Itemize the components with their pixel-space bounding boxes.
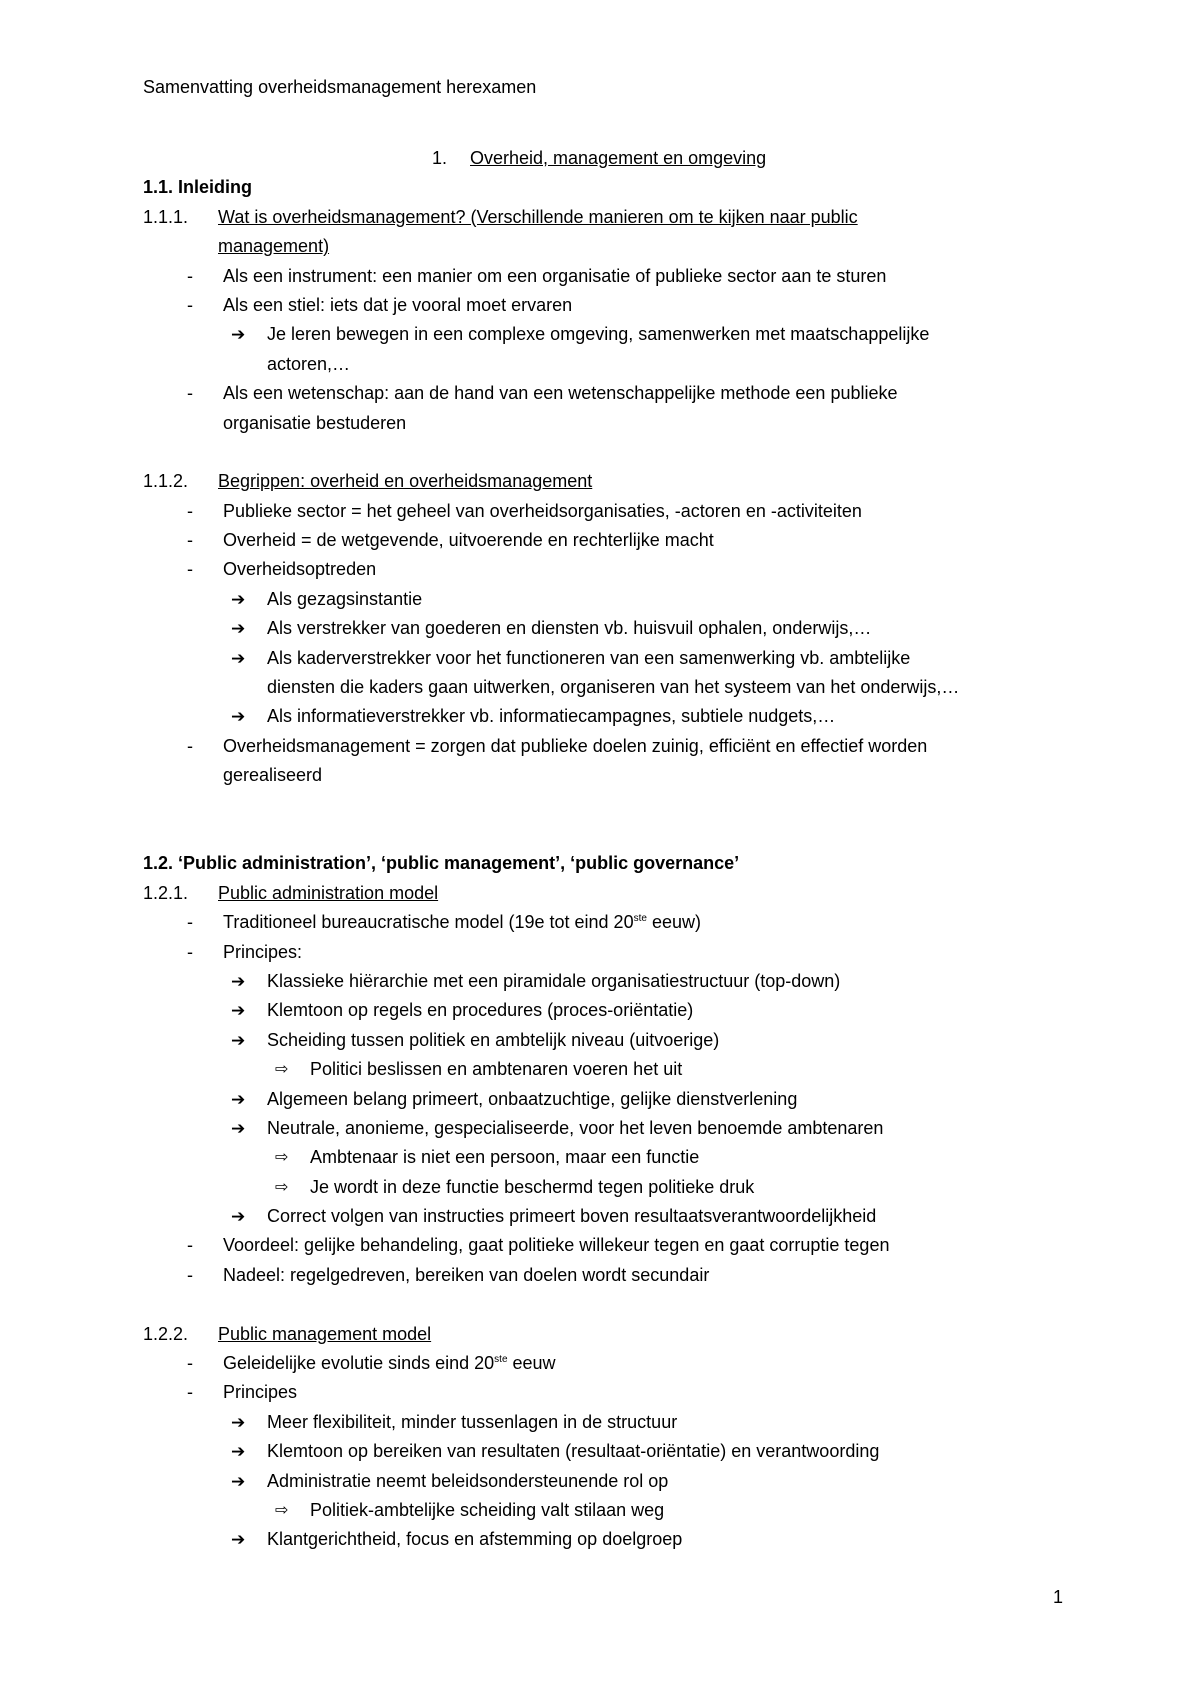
section-heading-1-1: 1.1. Inleiding [143, 177, 253, 198]
chapter-title: Overheid, management en omgeving [470, 148, 767, 168]
hollow-arrow-icon: ⇨ [275, 1061, 289, 1079]
sub-list-item: ➔ Klassieke hiërarchie met een piramidale organisatiestructuur (top-down) [143, 967, 1073, 996]
dash-bullet: - [187, 530, 193, 551]
sub-list-item-continued: actoren,… [267, 353, 351, 374]
dash-bullet: - [187, 559, 193, 580]
list-item: - Publieke sector = het geheel van overheidsorganisaties, -actoren en -activiteiten [143, 497, 1073, 526]
subsection-number: 1.2.2. [143, 1323, 189, 1344]
hollow-arrow-icon: ⇨ [275, 1178, 289, 1196]
subsection-number: 1.1.2. [143, 471, 189, 492]
list-item: - Principes [143, 1378, 1073, 1407]
dash-bullet: - [187, 1382, 193, 1403]
hollow-arrow-icon: ⇨ [275, 1149, 289, 1167]
arrow-icon: ➔ [231, 1207, 246, 1227]
dash-bullet: - [187, 912, 193, 933]
dash-bullet: - [187, 735, 193, 756]
list-item: - Nadeel: regelgedreven, bereiken van doelen wordt secundair [143, 1261, 1073, 1290]
sub-list-item: ➔ Scheiding tussen politiek en ambtelijk niveau (uitvoerige) [143, 1026, 1073, 1055]
subsection-heading-1-1-2 [143, 467, 1073, 496]
dash-bullet: - [187, 941, 193, 962]
hollow-arrow-icon: ⇨ [275, 1501, 289, 1519]
list-item: - Geleidelijke evolutie sinds eind 20ste eeuw [143, 1349, 1073, 1378]
list-item-continued: gerealiseerd [223, 765, 323, 786]
arrow-icon: ➔ [231, 1412, 246, 1432]
dash-bullet: - [187, 265, 193, 286]
sub-sub-list-item: ⇨ Ambtenaar is niet een persoon, maar een functie [143, 1143, 1073, 1172]
list-item: - Als een instrument: een manier om een organisatie of publieke sector aan te sturen [143, 262, 1073, 291]
subsection-number: 1.1.1. [143, 206, 189, 227]
sub-list-item: ➔ Algemeen belang primeert, onbaatzuchtige, gelijke dienstverlening [143, 1085, 1073, 1114]
sub-list-item: ➔ Als verstrekker van goederen en diensten vb. huisvuil ophalen, onderwijs,… [143, 614, 1073, 643]
sub-list-item: ➔ Administratie neemt beleidsondersteunende rol op [143, 1467, 1073, 1496]
subsection-heading-1-2-2 [143, 1320, 1073, 1349]
arrow-icon: ➔ [231, 1530, 246, 1550]
dash-bullet: - [187, 1264, 193, 1285]
sub-sub-list-item: ⇨ Je wordt in deze functie beschermd tegen politieke druk [143, 1173, 1073, 1202]
subsection-heading-1-2-1 [143, 879, 1073, 908]
page-header: Samenvatting overheidsmanagement herexamen [143, 77, 537, 97]
sub-list-item: ➔ Als informatieverstrekker vb. informatiecampagnes, subtiele nudgets,… [143, 702, 1073, 731]
list-item: - Overheidsoptreden [143, 555, 1073, 584]
sub-list-item: ➔ Klemtoon op regels en procedures (proces-oriëntatie) [143, 996, 1073, 1025]
sub-list-item: ➔ Je leren bewegen in een complexe omgeving, samenwerken met maatschappelijke [143, 320, 1073, 349]
sub-list-item: ➔ Als kaderverstrekker voor het functioneren van een samenwerking vb. ambtelijke [143, 644, 1073, 673]
subsection-title: Wat is overheidsmanagement? (Verschillende manieren om te kijken naar public [218, 206, 858, 227]
list-item: - Overheid = de wetgevende, uitvoerende en rechterlijke macht [143, 526, 1073, 555]
dash-bullet: - [187, 383, 193, 404]
sub-list-item: ➔ Als gezagsinstantie [143, 585, 1073, 614]
subsection-title-continued: management) [218, 236, 330, 257]
section-heading-1-2: 1.2. ‘Public administration’, ‘public management’, ‘public governance’ [143, 853, 740, 874]
arrow-icon: ➔ [231, 707, 246, 727]
list-item: - Traditioneel bureaucratische model (19e tot eind 20ste eeuw) [143, 908, 1073, 937]
sub-list-item: ➔ Klantgerichtheid, focus en afstemming op doelgroep [143, 1525, 1073, 1554]
arrow-icon: ➔ [231, 971, 246, 991]
subsection-number: 1.2.1. [143, 882, 189, 903]
arrow-icon: ➔ [231, 648, 246, 668]
list-item-continued: organisatie bestuderen [223, 412, 407, 433]
arrow-icon: ➔ [231, 1118, 246, 1138]
arrow-icon: ➔ [231, 1471, 246, 1491]
dash-bullet: - [187, 294, 193, 315]
subsection-title: Begrippen: overheid en overheidsmanagement [218, 471, 593, 492]
arrow-icon: ➔ [231, 619, 246, 639]
arrow-icon: ➔ [231, 1001, 246, 1021]
dash-bullet: - [187, 1353, 193, 1374]
document-body [143, 144, 1073, 1555]
list-item: - Voordeel: gelijke behandeling, gaat politieke willekeur tegen en gaat corruptie tegen [143, 1231, 1073, 1260]
subsection-title: Public administration model [218, 882, 439, 903]
sub-list-item: ➔ Klemtoon op bereiken van resultaten (resultaat-oriëntatie) en verantwoording [143, 1437, 1073, 1466]
sub-list-item: ➔ Correct volgen van instructies primeert boven resultaatsverantwoordelijkheid [143, 1202, 1073, 1231]
sub-sub-list-item: ⇨ Politici beslissen en ambtenaren voeren het uit [143, 1055, 1073, 1084]
dash-bullet: - [187, 500, 193, 521]
sub-list-item-continued: diensten die kaders gaan uitwerken, organiseren van het systeem van het onderwijs,… [267, 677, 960, 698]
sub-list-item: ➔ Neutrale, anonieme, gespecialiseerde, voor het leven benoemde ambtenaren [143, 1114, 1073, 1143]
subsection-title: Public management model [218, 1323, 432, 1344]
arrow-icon: ➔ [231, 1089, 246, 1109]
list-item: - Principes: [143, 938, 1073, 967]
arrow-icon: ➔ [231, 325, 246, 345]
sub-sub-list-item: ⇨ Politiek-ambtelijke scheiding valt stilaan weg [143, 1496, 1073, 1525]
page-number: 1 [1053, 1587, 1064, 1607]
sub-list-item: ➔ Meer flexibiliteit, minder tussenlagen in de structuur [143, 1408, 1073, 1437]
arrow-icon: ➔ [231, 1030, 246, 1050]
list-item: - Als een stiel: iets dat je vooral moet ervaren [143, 291, 1073, 320]
dash-bullet: - [187, 1235, 193, 1256]
chapter-heading [143, 144, 1073, 173]
chapter-number: 1. [432, 148, 448, 168]
list-item: - Overheidsmanagement = zorgen dat publieke doelen zuinig, efficiënt en effectief worden [143, 732, 1073, 761]
list-item: - Als een wetenschap: aan de hand van een wetenschappelijke methode een publieke [143, 379, 1073, 408]
arrow-icon: ➔ [231, 1442, 246, 1462]
arrow-icon: ➔ [231, 589, 246, 609]
subsection-heading-1-1-1 [143, 203, 1073, 232]
